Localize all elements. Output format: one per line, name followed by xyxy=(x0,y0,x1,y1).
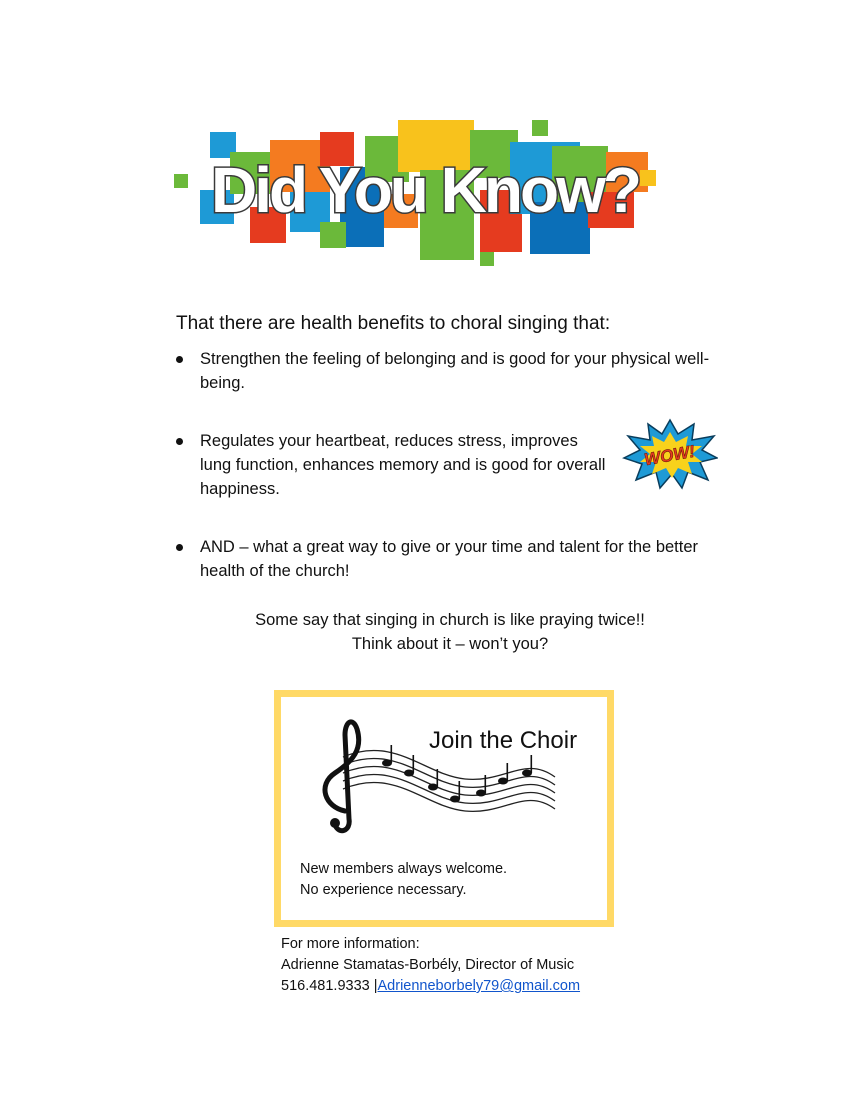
choir-experience-text: No experience necessary. xyxy=(300,882,467,898)
list-item xyxy=(176,429,610,501)
benefit-belonging: Strengthen the feeling of belonging and is good for your physical well-being. xyxy=(200,350,710,392)
benefit-church: AND – what a great way to give or your time and talent for the better health of the church! xyxy=(200,538,699,580)
wow-burst-icon xyxy=(622,418,718,490)
colorful-squares-graphic xyxy=(170,112,680,272)
choir-title: Join the Choir xyxy=(429,727,578,754)
bullet-icon xyxy=(176,356,183,363)
wow-text: WOW! xyxy=(642,441,697,470)
bullet-icon xyxy=(176,544,183,551)
music-staff-icon xyxy=(305,715,561,847)
contact-phone: 516.481.9333 | xyxy=(281,978,378,994)
contact-line xyxy=(281,978,580,994)
benefit-health: Regulates your heartbeat, reduces stress, improves lung function, enhances memory and is good for overall happiness. xyxy=(200,432,606,498)
did-you-know-banner xyxy=(170,112,680,272)
banner-title: Did You Know? xyxy=(211,154,639,226)
list-item xyxy=(176,535,736,583)
quote-line-1: Some say that singing in church is like praying twice!! xyxy=(255,611,645,629)
intro-text: That there are health benefits to choral singing that: xyxy=(176,313,611,334)
contact-heading: For more information: xyxy=(281,936,420,952)
bullet-icon xyxy=(176,438,183,445)
contact-name: Adrienne Stamatas-Borbély, Director of Music xyxy=(281,957,575,973)
join-choir-box xyxy=(274,690,614,927)
quote-line-2: Think about it – won’t you? xyxy=(351,635,549,653)
contact-email-link[interactable]: Adrienneborbely79@gmail.com xyxy=(377,978,581,994)
choir-welcome-text: New members always welcome. xyxy=(300,861,508,877)
list-item xyxy=(176,347,736,395)
